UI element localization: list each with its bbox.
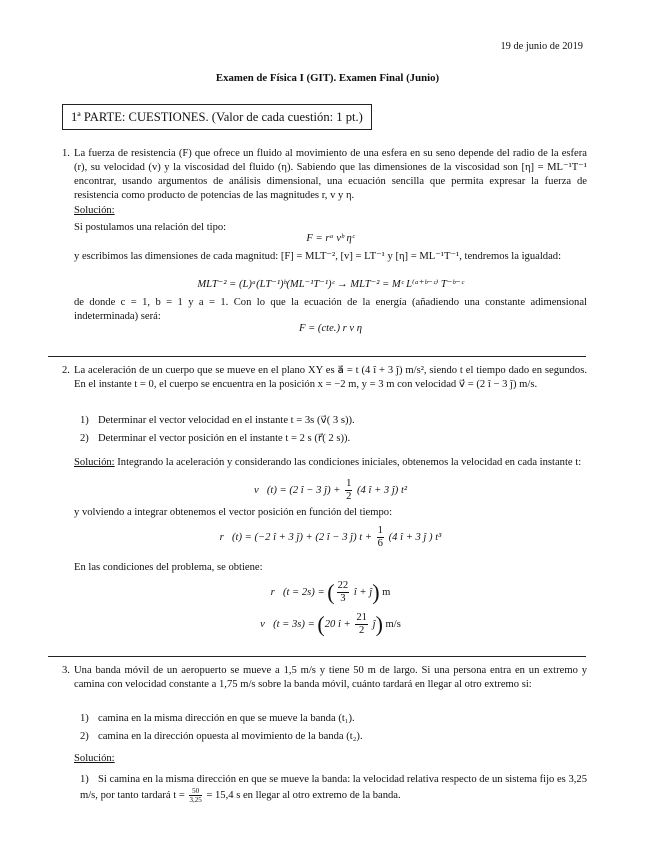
q2-result-position (74, 580, 587, 605)
paren-close: ) (372, 579, 380, 605)
q1-solution-label (74, 204, 587, 218)
q3-item-1 (80, 712, 587, 726)
eq-r-right: (4 î + 3 ĵ ) t³ (388, 531, 442, 543)
section-heading-box (62, 104, 372, 130)
fraction-num: 21 (356, 612, 367, 623)
q3-sol-1-number: 1) (80, 774, 89, 785)
res-v-unit: m/s (385, 618, 401, 630)
q2-item-1-text: Determinar el vector velocidad en el instante t = 3s (v⃗( 3 s)). (98, 415, 355, 426)
fraction-den: 3 (340, 593, 346, 604)
q1-sol-dims: y escribimos las dimensiones de cada magnitud: [F] = MLT⁻², [v] = LT⁻¹ y [η] = ML⁻¹T⁻¹, tendremos la igualdad: (74, 251, 562, 262)
q2-sol-intro: Integrando la aceleración y considerando las condiciones iniciales, obtenemos la velocidad en cada instante t: (114, 457, 582, 468)
paren-open: ( (317, 611, 325, 637)
q2-eq-velocity (74, 478, 587, 503)
divider-2 (48, 656, 586, 657)
fraction (345, 478, 352, 503)
paren-open: ( (327, 579, 335, 605)
q1-eq1: F = rᵃ vᵇ ηᶜ (306, 233, 355, 244)
q3-statement: Una banda móvil de un aeropuerto se mueve a 1,5 m/s y tiene 50 m de largo. Si una persona entra en un extremo y camina con velocidad constante a 1,75 m/s sobre la banda móvil, cuánto tardará en llegar al otro extremo si: (74, 665, 587, 690)
q2-item-2 (80, 432, 587, 446)
q3-item-2 (80, 730, 587, 744)
fraction-num: 22 (337, 580, 349, 591)
q1-number: 1. (62, 148, 70, 159)
divider-1 (48, 356, 586, 357)
q3-solution-label (74, 752, 587, 766)
res-v-left: v⃗(t = 3s) = (260, 618, 315, 630)
q1-eq2: MLT⁻² = (L)ᵃ(LT⁻¹)ᵇ(ML⁻¹T⁻¹)ᶜ → MLT⁻² = Mᶜ L⁽ᵃ⁺ᵇ⁻ᶜ⁾ T⁻ᵇ⁻ᶜ (197, 279, 464, 290)
q2-result-velocity (74, 612, 587, 637)
res-r-unit: m (382, 586, 391, 598)
q1-statement: La fuerza de resistencia (F) que ofrece un fluido al movimiento de una esfera en su seno depende del radio de la esfera (r), su velocidad (v) y la viscosidad del fluido (η). Sabiendo que las dimensiones de la viscosidad son [η] = ML⁻¹T⁻¹ encontrar, usando argumentos de análisis dimensional, una ecuación sencilla que permita expresar la fuerza de resistencia como producto de potencias de las magnitudes r, v y η. (74, 148, 587, 201)
fraction-den: 6 (377, 538, 383, 549)
fraction-num: 50 (189, 787, 201, 796)
q3-item-2-text: camina en la dirección opuesta al movimiento de la banda (t₂). (98, 731, 363, 742)
res-r-mid: î + ĵ (353, 586, 373, 598)
q1-sol-intro: Si postulamos una relación del tipo: (74, 222, 227, 233)
fraction-den: 2 (346, 491, 352, 502)
q3-item-1-text: camina en la misma dirección en que se mueve la banda (t₁). (98, 713, 355, 724)
fraction (355, 612, 368, 637)
q3-item-1-number: 1) (80, 713, 89, 724)
eq-r-left: r⃗(t) = (−2 î + 3 ĵ) + (2 î − 3 ĵ) t + (219, 531, 373, 543)
q2-sol-pos: y volviendo a integrar obtenemos el vector posición en función del tiempo: (74, 507, 393, 518)
fraction (189, 787, 201, 804)
q1-eq3: F = (cte.) r v η (299, 323, 362, 334)
fraction-num: 1 (377, 525, 383, 536)
q2-sol-cond: En las condiciones del problema, se obtiene: (74, 562, 263, 573)
res-v-pre: 20 î + (324, 618, 351, 630)
q2-item-2-text: Determinar el vector posición en el instante t = 2 s (r⃗( 2 s)). (98, 433, 351, 444)
q3-sol-1-text-a: Si camina en la misma dirección en que se mueve la banda: la velocidad relativa respecto de un sistema fijo es 3,25 m/s, por tanto tardará t = (80, 774, 587, 801)
solution-label: Solución: (74, 753, 115, 764)
paren-close: ) (375, 611, 383, 637)
q3-number: 3. (62, 665, 70, 676)
q2-item-2-number: 2) (80, 433, 89, 444)
q3-solution-1 (80, 773, 587, 804)
q2-solution (74, 456, 587, 470)
solution-label: Solución: (74, 205, 115, 216)
q2-item-1-number: 1) (80, 415, 89, 426)
eq-v-right: (4 î + 3 ĵ) t² (357, 484, 408, 496)
eq-v-left: v⃗(t) = (2 î − 3 ĵ) + (253, 484, 341, 496)
fraction-den: 2 (359, 625, 365, 636)
res-r-left: r⃗(t = 2s) = (270, 586, 325, 598)
q2-item-1 (80, 414, 587, 428)
section-heading: 1ª PARTE: CUESTIONES. (Valor de cada cuestión: 1 pt.) (71, 110, 363, 124)
q2-number: 2. (62, 365, 70, 376)
fraction (337, 580, 350, 605)
res-v-mid: ĵ (372, 618, 376, 630)
exam-date: 19 de junio de 2019 (500, 41, 583, 52)
exam-title: Examen de Física I (GIT). Examen Final (Junio) (215, 72, 440, 84)
q2-eq-position (74, 525, 587, 550)
q1-sol-result: de donde c = 1, b = 1 y a = 1. Con lo que la ecuación de la energía (añadiendo una constante adimensional indeterminada) será: (74, 297, 587, 322)
solution-label: Solución: (74, 457, 115, 468)
q3-sol-1-text-b: = 15,4 s en llegar al otro extremo de la banda. (206, 789, 401, 801)
fraction-den: 3,25 (189, 796, 202, 804)
q3-item-2-number: 2) (80, 731, 89, 742)
q2-statement: La aceleración de un cuerpo que se mueve en el plano XY es a⃗ = t (4 î + 3 ĵ) m/s², siendo t el tiempo dado en segundos. En el instante t = 0, el cuerpo se encuentra en la posición x = −2 m, y = 3 m con velocidad v⃗ = (2 î − 3 ĵ) m/s. (74, 365, 587, 390)
fraction (377, 525, 384, 550)
fraction-num: 1 (346, 478, 352, 489)
